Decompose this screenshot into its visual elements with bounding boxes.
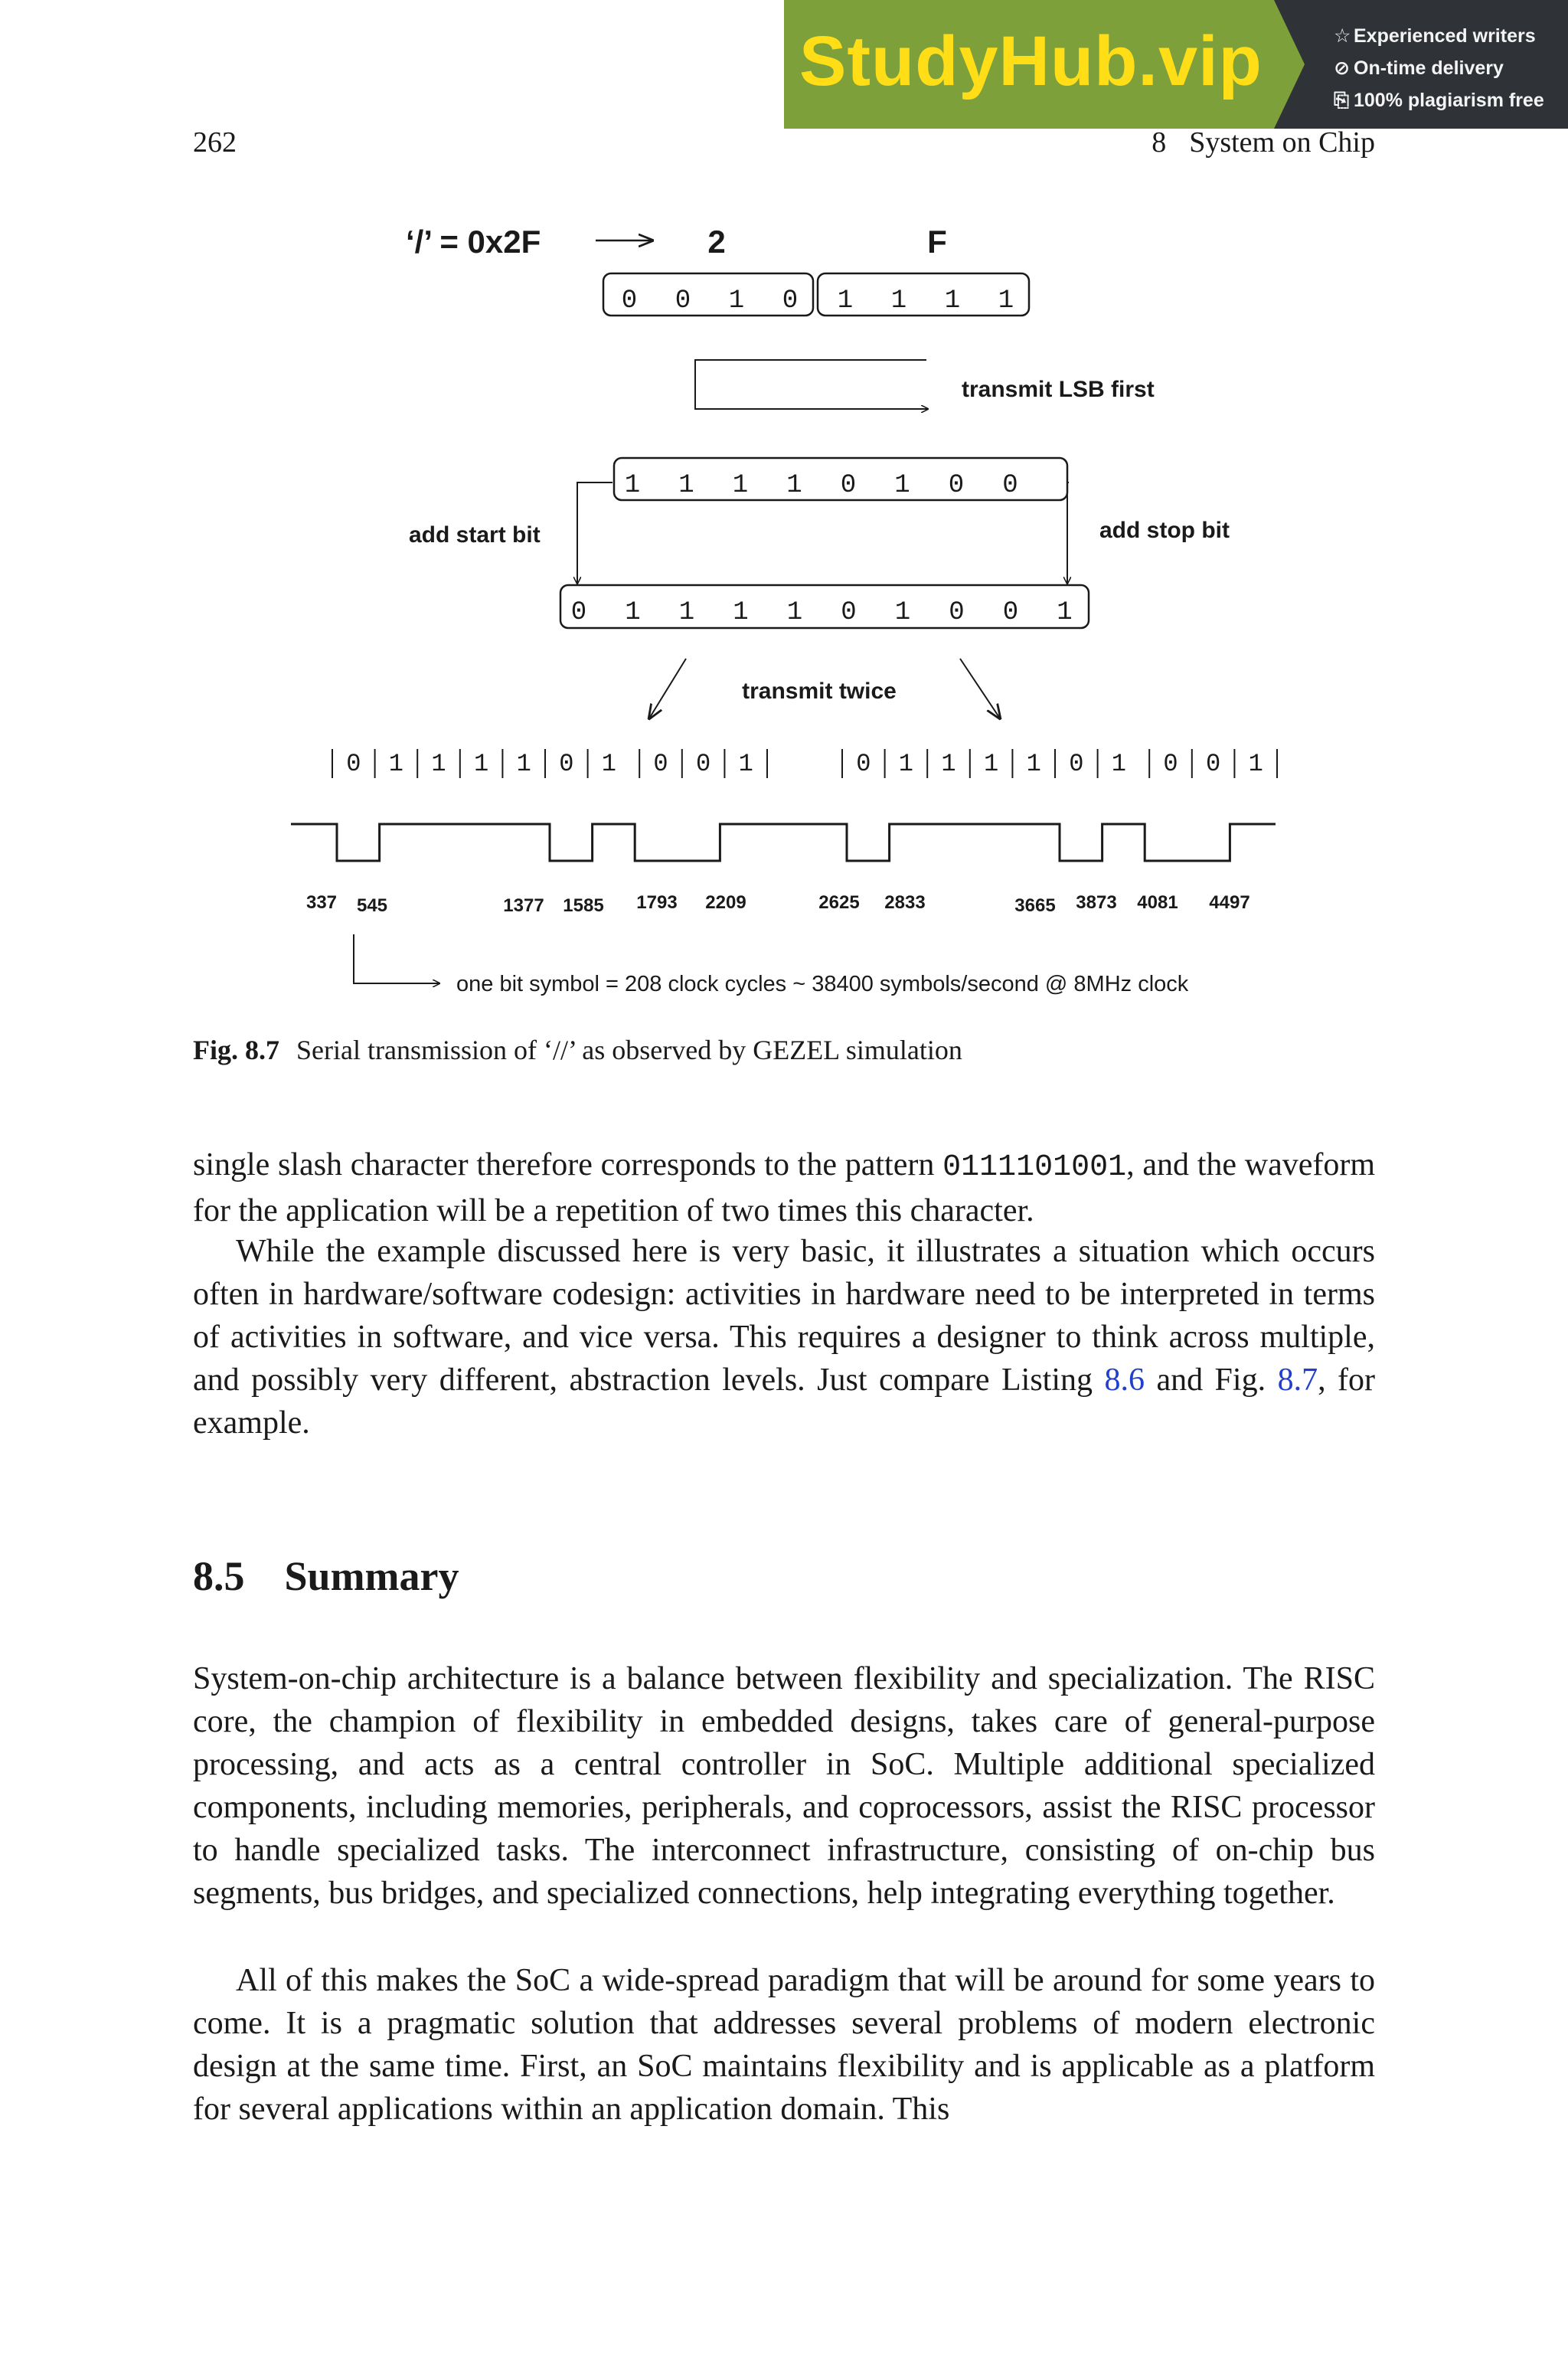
start-bit-label: add start bit (409, 522, 541, 548)
document-icon: ⎘ (1334, 90, 1350, 111)
lsb-bit-4: 0 (840, 471, 857, 500)
wave-bit-a-4: 1 (516, 750, 531, 778)
frame-bit-5: 0 (841, 598, 857, 627)
wave-bit-b-6: 1 (1111, 750, 1127, 778)
twice-arrow-left (649, 659, 686, 718)
wave-bit-a-5: 0 (559, 750, 574, 778)
nibble-high-bit-0: 0 (621, 286, 638, 316)
lsb-bit-5: 1 (894, 471, 910, 500)
frame-bit-0: 0 (570, 598, 587, 627)
wave-bit-a-3: 1 (473, 750, 489, 778)
wave-bit-b-0: 0 (856, 750, 871, 778)
nibble-low-label: F (927, 224, 947, 260)
page-number: 262 (193, 126, 237, 159)
nibble-high-bit-2: 1 (728, 286, 745, 316)
section-number: 8.5 (193, 1553, 245, 1599)
lsb-bit-3: 1 (786, 471, 802, 500)
frame-bit-6: 1 (894, 598, 911, 627)
timestamp-337: 337 (305, 892, 338, 913)
frame-bit-4: 1 (786, 598, 803, 627)
timestamp-2833: 2833 (884, 892, 926, 913)
lsb-bit-2: 1 (732, 471, 749, 500)
lsb-first-arrow (695, 360, 928, 409)
section-heading (193, 1552, 459, 1600)
banner-feature-writers: ☆ Experienced writers (1334, 20, 1568, 52)
serial-transmission-diagram (0, 0, 1568, 1026)
section-title: Summary (284, 1553, 459, 1599)
listing-8-6-link[interactable]: 8.6 (1104, 1362, 1145, 1398)
lsb-bit-1: 1 (678, 471, 694, 500)
start-bit-arrow (577, 482, 612, 584)
frame-bit-2: 1 (678, 598, 695, 627)
chapter-number: 8 (1152, 126, 1167, 159)
lsb-bit-0: 1 (624, 471, 641, 500)
banner-feature-plagiarism: ⎘ 100% plagiarism free (1334, 84, 1568, 116)
frame-bit-8: 0 (1002, 598, 1019, 627)
lsb-bit-6: 0 (948, 471, 965, 500)
wave-bit-a-0: 0 (346, 750, 361, 778)
nibble-high-bit-1: 0 (675, 286, 691, 316)
paragraph-codesign: While the example discussed here is very basic, it illustrates a situation which occurs often in hardware/software codesign: activities in hardware need to be interpreted in terms of activities in software, and vice versa. This requires a designer to think across multiple, and possibly very different, abstraction levels. Just compare Listing 8.6 and Fig. 8.7, for example. (193, 1234, 1376, 1441)
frame-bit-7: 0 (949, 598, 965, 627)
wave-bit-b-8: 0 (1205, 750, 1221, 778)
stop-bit-label: add stop bit (1099, 518, 1230, 543)
figure-caption (193, 1034, 962, 1066)
chapter-title: System on Chip (1189, 126, 1375, 159)
figure-caption-text: Serial transmission of ‘//’ as observed by GEZEL simulation (296, 1035, 962, 1065)
frame-bit-9: 1 (1057, 598, 1073, 627)
nibble-high-label: 2 (707, 224, 726, 260)
wave-bit-a-2: 1 (431, 750, 446, 778)
timestamp-1377: 1377 (503, 895, 544, 916)
timestamp-2209: 2209 (705, 892, 746, 913)
nibble-low-bit-0: 1 (837, 286, 854, 316)
timestamp-2625: 2625 (818, 892, 860, 913)
stop-bit-arrow (1067, 482, 1069, 584)
twice-arrow-right (960, 659, 1000, 718)
wave-bit-b-3: 1 (983, 750, 999, 778)
timestamp-4497: 4497 (1209, 892, 1250, 913)
wave-bit-a-9: 1 (738, 750, 753, 778)
wave-bit-a-7: 0 (653, 750, 668, 778)
wave-bit-b-7: 0 (1163, 750, 1178, 778)
timestamp-545: 545 (356, 895, 388, 916)
frame-bit-1: 1 (625, 598, 641, 627)
char-hex-label: ‘/’ = 0x2F (406, 224, 541, 260)
serial-waveform (291, 824, 1276, 861)
wave-bit-b-2: 1 (941, 750, 956, 778)
paragraph-summary-2: All of this makes the SoC a wide-spread paradigm that will be around for some years to come. It is a pragmatic solution that addresses several problems of modern electronic design at the same time. First, an SoC maintains flexibility and is applicable as a platform for several applications within an application domain. This (193, 1963, 1375, 2127)
timestamp-3665: 3665 (1014, 895, 1056, 916)
wave-bit-b-4: 1 (1026, 750, 1041, 778)
wave-bit-a-8: 0 (695, 750, 711, 778)
symbol-note-arrow (354, 934, 439, 983)
wave-bit-a-6: 1 (601, 750, 617, 778)
star-icon: ☆ (1334, 25, 1351, 47)
symbol-note: one bit symbol = 208 clock cycles ~ 38400 symbols/second @ 8MHz clock (456, 972, 1189, 996)
frame-bit-3: 1 (733, 598, 749, 627)
banner-feature-delivery: ⊘ On-time delivery (1334, 52, 1568, 84)
paragraph-slash-pattern: single slash character therefore corresponds to the pattern 0111101001, and the waveform for the application will be a repetition of two times this character. (193, 1147, 1375, 1228)
banner-divider (1274, 0, 1305, 129)
bit-pattern-code: 0111101001 (942, 1150, 1127, 1185)
nibble-low-bit-3: 1 (998, 286, 1014, 316)
fig-8-7-link[interactable]: 8.7 (1277, 1362, 1318, 1398)
banner-logo: StudyHub.vip (799, 22, 1263, 100)
lsb-bit-7: 0 (1002, 471, 1018, 500)
nibble-low-bit-2: 1 (944, 286, 961, 316)
transmit-twice-label: transmit twice (742, 679, 897, 704)
nibble-high-bit-3: 0 (782, 286, 799, 316)
nibble-low-bit-1: 1 (890, 286, 907, 316)
wave-bit-a-1: 1 (388, 750, 404, 778)
timestamp-1793: 1793 (636, 892, 678, 913)
figure-serial-transmission (0, 0, 1568, 1026)
clock-icon: ⊘ (1334, 57, 1350, 79)
timestamp-1585: 1585 (563, 895, 604, 916)
wave-bit-b-9: 1 (1248, 750, 1263, 778)
wave-bit-b-5: 0 (1069, 750, 1084, 778)
timestamp-4081: 4081 (1137, 892, 1178, 913)
timestamp-3873: 3873 (1076, 892, 1117, 913)
lsb-first-label: transmit LSB first (962, 377, 1155, 402)
wave-bit-b-1: 1 (898, 750, 914, 778)
figure-caption-label: Fig. 8.7 (193, 1035, 279, 1065)
paragraph-summary-1: System-on-chip architecture is a balance between flexibility and specialization. The RISC core, the champion of flexibility in embedded designs, takes care of general-purpose processing, and acts as a central controller in SoC. Multiple additional specialized components, including memories, peripherals, and coprocessors, assist the RISC processor to handle specialized tasks. The interconnect infrastructure, consisting of on-chip bus segments, bus bridges, and specialized connections, help integrating everything together. (193, 1661, 1375, 1911)
